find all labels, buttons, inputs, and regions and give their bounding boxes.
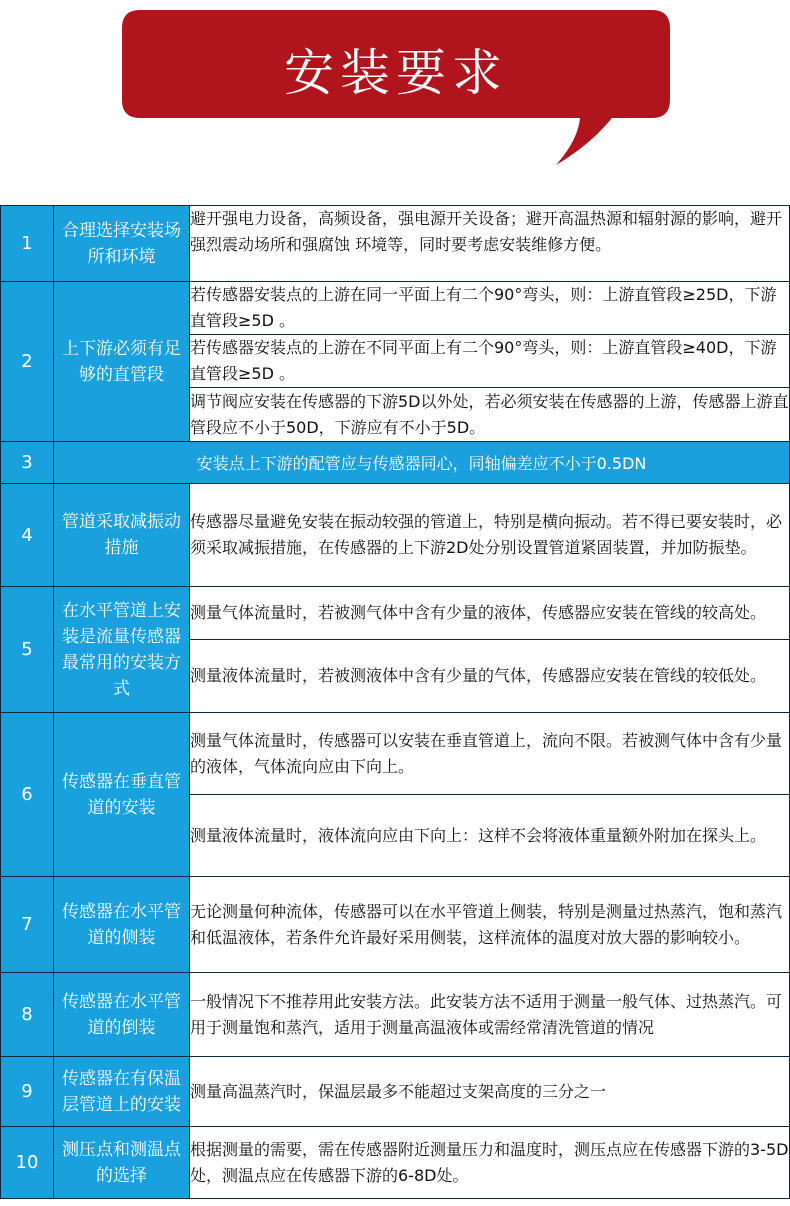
table-row (1, 713, 790, 795)
row-description: 传感器尽量避免安装在振动较强的管道上，特别是横向振动。若不得已要安装时，必须采取减振措施，在传感器的上下游2D处分别设置管道紧固装置，并加防振垫。 (190, 484, 790, 587)
row-number: 10 (1, 1127, 54, 1199)
row-number: 1 (1, 206, 54, 282)
table-row (1, 282, 790, 335)
table-row (1, 877, 790, 973)
row-full-text: 安装点上下游的配管应与传感器同心，同轴偏差应不小于0.5DN (54, 442, 790, 484)
table-row (1, 442, 790, 484)
row-description: 测量液体流量时，液体流向应由下向上：这样不会将液体重量额外附加在探头上。 (190, 795, 790, 877)
row-number: 6 (1, 713, 54, 877)
row-description: 测量气体流量时，传感器可以安装在垂直管道上，流向不限。若被测气体中含有少量的液体，气体流向应由下向上。 (190, 713, 790, 795)
title-banner (0, 0, 790, 190)
row-description (190, 206, 790, 282)
row-item: 在水平管道上安装是流量传感器最常用的安装方式 (54, 587, 190, 713)
row-item: 管道采取减振动措施 (54, 484, 190, 587)
row-description: 若传感器安装点的上游在不同平面上有二个90°弯头，则：上游直管段≥40D，下游直管段≥5D 。 (190, 335, 790, 388)
row-description-text: 避开强电力设备，高频设备，强电源开关设备；避开高温热源和辐射源的影响，避开强烈震动场所和强腐蚀 环境等，同时要考虑安装维修方便。 (190, 209, 783, 254)
table-row (1, 587, 790, 640)
row-number: 2 (1, 282, 54, 442)
table-row (1, 484, 790, 587)
row-item: 传感器在水平管道的侧装 (54, 877, 190, 973)
row-item: 合理选择安装场所和环境 (54, 206, 190, 282)
row-item: 测压点和测温点的选择 (54, 1127, 190, 1199)
row-number: 4 (1, 484, 54, 587)
requirements-table (0, 205, 790, 1199)
table-row (1, 206, 790, 282)
row-number: 9 (1, 1057, 54, 1127)
row-item: 传感器在水平管道的倒装 (54, 973, 190, 1057)
row-description: 测量气体流量时，若被测气体中含有少量的液体，传感器应安装在管线的较高处。 (190, 587, 790, 640)
row-description: 无论测量何种流体，传感器可以在水平管道上侧装，特别是测量过热蒸汽，饱和蒸汽和低温液体，若条件允许最好采用侧装，这样流体的温度对放大器的影响较小。 (190, 877, 790, 973)
row-item (54, 1057, 190, 1127)
row-item: 上下游必须有足够的直管段 (54, 282, 190, 442)
row-number: 5 (1, 587, 54, 713)
table-row (1, 973, 790, 1057)
row-item: 传感器在垂直管道的安装 (54, 713, 190, 877)
row-description: 若传感器安装点的上游在同一平面上有二个90°弯头，则：上游直管段≥25D，下游直管段≥5D 。 (190, 282, 790, 335)
row-item-text: 传感器在有保温层管道上的安装 (62, 1068, 181, 1115)
row-number: 8 (1, 973, 54, 1057)
row-description: 根据测量的需要，需在传感器附近测量压力和温度时，测压点应在传感器下游的3-5D处，测温点应在传感器下游的6-8D处。 (190, 1127, 790, 1199)
table-row (1, 1057, 790, 1127)
row-description: 一般情况下不推荐用此安装方法。此安装方法不适用于测量一般气体、过热蒸汽。可用于测量饱和蒸汽，适用于测量高温液体或需经常清洗管道的情况 (190, 973, 790, 1057)
table-row (1, 1127, 790, 1199)
row-description: 调节阀应安装在传感器的下游5D以外处，若必须安装在传感器的上游，传感器上游直管段应不小于50D，下游应有不小于5D。 (190, 388, 790, 442)
row-number: 7 (1, 877, 54, 973)
banner-title: 安装要求 (284, 44, 508, 102)
row-description: 测量高温蒸汽时，保温层最多不能超过支架高度的三分之一 (190, 1057, 790, 1127)
row-number: 3 (1, 442, 54, 484)
row-description: 测量液体流量时，若被测液体中含有少量的气体，传感器应安装在管线的较低处。 (190, 640, 790, 713)
